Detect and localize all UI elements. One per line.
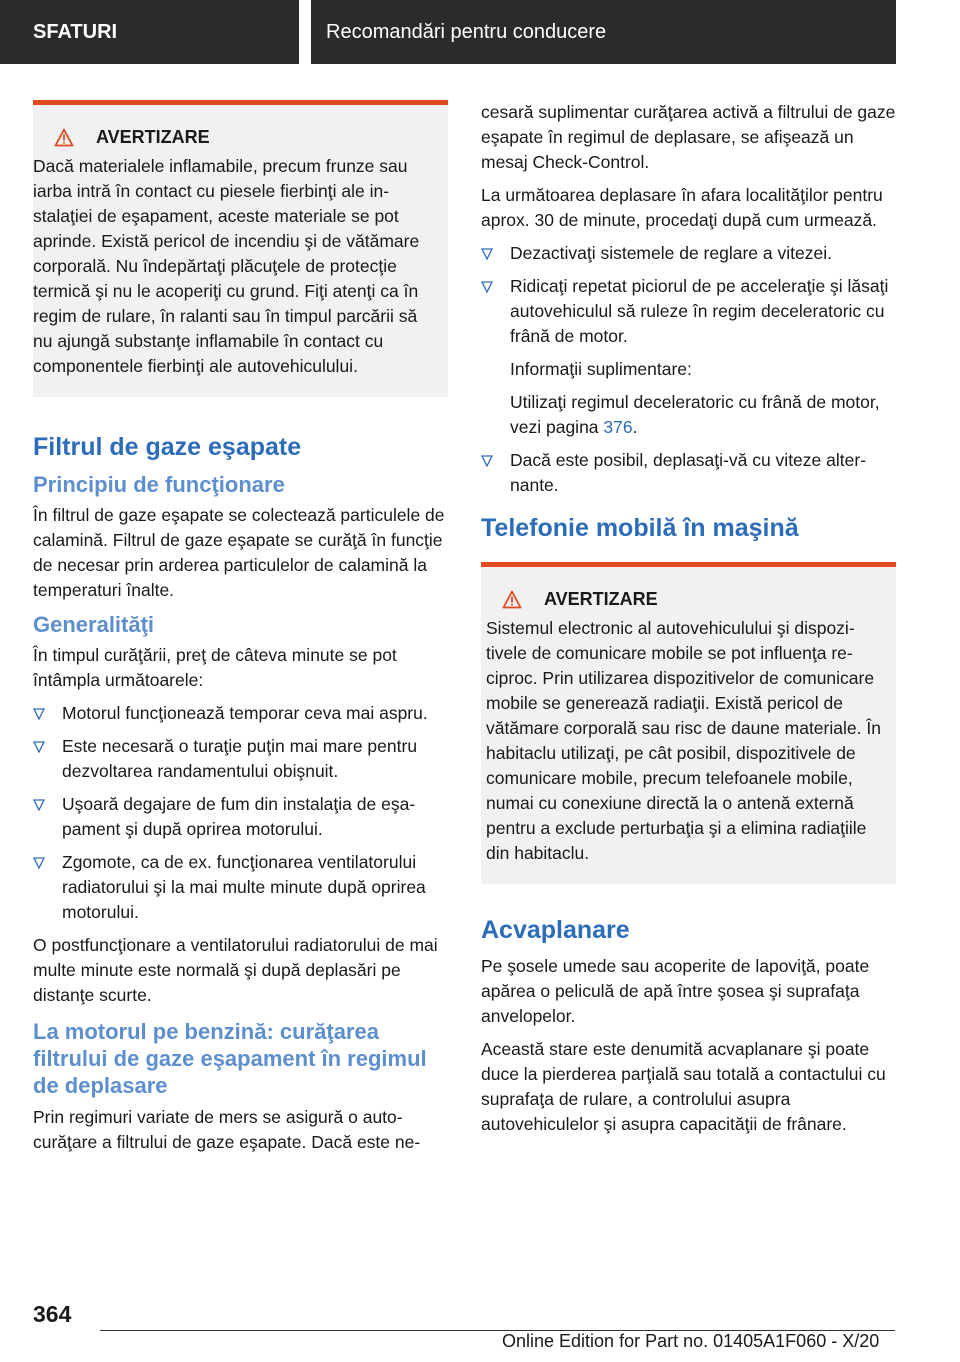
list-item [33,701,448,726]
warning-triangle-icon [54,128,74,147]
warning-title: AVERTIZARE [96,127,210,147]
edition-note: Online Edition for Part no. 01405A1F060 - X/20 [502,1331,880,1351]
warning-header [33,127,438,148]
warning-header [481,589,886,610]
paragraph: În filtrul de gaze eşapate se colectează particulele de calamină. Filtrul de gaze eşapate se curăţă în funcţie de necesar prin arderea particulelor de calamină la temperaturi înalte. [33,505,445,600]
heading-filtrul: Filtrul de gaze eşapate [33,433,302,461]
warning-text: Dacă materialele inflamabile, precum frunze sau iarba intră în contact cu piesele fierbinţi ale instalaţiei de eşapament, aceste materiale se pot aprinde. Există pericol de incendiu şi de vătămare corporală. Nu îndepărtaţi plăcuţele de protecţie termică şi nu le acoperiţi cu grund. Fiţi atenţi ca în regim de rulare, în ralanti sau în timpul parcării să nu ajungă substanţe inflamabile în contact cu componentele fierbinţi ale autovehiculului. [33,156,420,376]
paragraph: În timpul curăţării, preţ de câteva minute se pot întâmpla următoarele: [33,645,397,690]
list-item [481,274,896,349]
triangle-bullet-icon [481,281,493,293]
right-column [481,100,896,1145]
heading-acvaplanare: Acvaplanare [481,916,630,944]
left-column [33,100,448,1163]
list-item [481,241,896,266]
list-item-text: Dezactivaţi sistemele de reglare a vitezei. [510,243,832,263]
list-item-text: Dacă este posibil, deplasaţi-vă cu viteze alternante. [510,450,867,495]
chapter-title: Recomandări pentru conducere [311,0,896,64]
list-item [33,792,448,842]
triangle-bullet-icon [33,741,45,753]
list-item-text: Ridicaţi repetat piciorul de pe acceleraţie şi lăsaţi autovehiculul să ruleze în regim deceleratoric cu frână de motor. [510,276,889,346]
warning-title: AVERTIZARE [544,589,658,609]
warning-box [33,100,448,397]
heading-principiu: Principiu de funcţionare [33,472,285,497]
paragraph: Pe şosele umede sau acoperite de lapoviţă, poate apărea o peliculă de apă între şosea şi suprafaţa anvelopelor. [481,956,870,1026]
triangle-bullet-icon [481,455,493,467]
heading-telefonie: Telefonie mobilă în maşină [481,514,799,542]
triangle-bullet-icon [33,708,45,720]
list-item [33,734,448,784]
info-text-end: . [632,417,638,437]
list-item-text: Zgomote, ca de ex. funcţionarea ventilatorului radiatorului şi la mai multe minute după oprirea motorului. [62,852,426,922]
info-text-body: Utilizaţi regimul deceleratoric cu frână de motor, vezi pagina [510,392,880,437]
paragraph: Această stare este denumită acvaplanare şi poate duce la pierderea parţială sau totală a contactului cu suprafaţa de rulare, a controlului asupra autovehiculelor şi asupra capacităţii de frânare. [481,1039,886,1134]
list-item-text: Este necesară o turaţie puţin mai mare pentru dezvoltarea randamentului obişnuit. [62,736,418,781]
page-link[interactable]: 376 [603,417,633,437]
bullet-list [481,448,896,498]
bullet-list [481,241,896,349]
warning-text: Sistemul electronic al autovehiculului şi dispozitivele de comunicare mobile se pot influenţa reciproc. Prin utilizarea dispozitivelor de comunicare mobile se generează radiaţii. Există pericol de vătămare corporală sau risc de daune materiale. În habitaclu utilizaţi, pe cât posibil, dispozitivele de comunicare mobile, precum telefoanele mobile, numai cu conexiune directă la o antenă externă pentru a exclude perturbaţia şi a elimina radiaţiile din habitaclu. [486,618,881,863]
bullet-list [33,701,448,925]
list-item-text: Uşoară degajare de fum din instalaţia de eşapament şi după oprirea motorului. [62,794,416,839]
info-label: Informaţii suplimentare: [510,359,692,379]
section-tab: SFATURI [0,0,299,64]
info-text [481,390,896,440]
list-item [33,850,448,925]
paragraph: Prin regimuri variate de mers se asigură o autocurăţare a filtrului de gaze eşapate. Dacă este ne- [33,1107,421,1152]
triangle-bullet-icon [33,857,45,869]
paragraph: La următoarea deplasare în afara localităţilor pentru aprox. 30 de minute, procedaţi după cum urmează. [481,185,883,230]
triangle-bullet-icon [33,799,45,811]
list-item [481,448,896,498]
page-number: 364 [33,1301,72,1327]
warning-box [481,562,896,884]
warning-triangle-icon [502,590,522,609]
paragraph: O postfuncţionare a ventilatorului radiatorului de mai multe minute este normală şi după deplasări pe distanţe scurte. [33,935,438,1005]
paragraph: cesară suplimentar curăţarea activă a filtrului de gaze eşapate în regimul de deplasare, se afişează un mesaj Check-Control. [481,102,896,172]
triangle-bullet-icon [481,248,493,260]
heading-benzina: La motorul pe benzină: curăţarea filtrului de gaze eşapament în regimul de deplasare [33,1019,427,1098]
list-item-text: Motorul funcţionează temporar ceva mai aspru. [62,703,428,723]
heading-generalitati: Generalităţi [33,612,155,637]
